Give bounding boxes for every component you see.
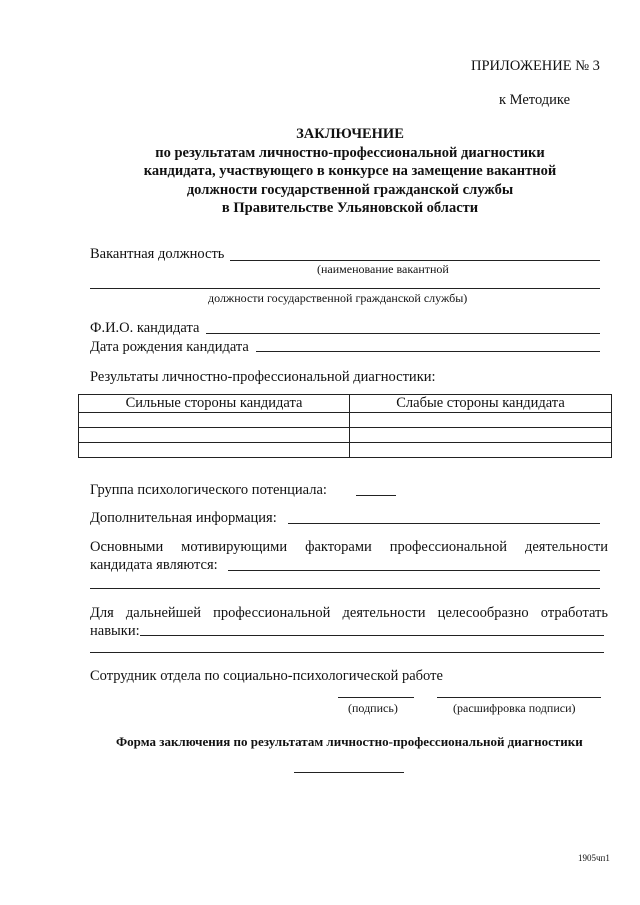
table-row — [79, 413, 612, 428]
column-weak-sides: Слабые стороны кандидата — [350, 395, 612, 413]
table-row — [79, 428, 612, 443]
signature-line[interactable] — [338, 697, 414, 698]
fio-label: Ф.И.О. кандидата — [90, 320, 200, 336]
column-strong-sides: Сильные стороны кандидата — [79, 395, 350, 413]
title-line-1: по результатам личностно-профессиональной диагностики — [155, 144, 545, 161]
title-line-4: в Правительстве Ульяновской области — [221, 200, 479, 216]
vacancy-field-line[interactable] — [230, 260, 600, 261]
appendix-number: ПРИЛОЖЕНИЕ № 3 — [471, 58, 600, 74]
motivation-line-1: Основными мотивирующими факторами профессиональной деятельности — [90, 539, 608, 555]
methodology-reference: к Методике — [499, 92, 571, 108]
motivation-field-line-2[interactable] — [90, 588, 600, 589]
extra-info-field-line[interactable] — [288, 523, 600, 524]
form-caption: Форма заключения по результатам личностно-профессиональной диагностики — [116, 734, 583, 749]
vacancy-hint-2: должности государственной гражданской службы) — [208, 291, 468, 305]
table-cell[interactable] — [350, 443, 612, 458]
skills-field-line[interactable] — [140, 635, 604, 636]
title-line-2: кандидата, участвующего в конкурсе на замещение вакантной — [143, 163, 557, 179]
table-cell[interactable] — [350, 413, 612, 428]
skills-line-2: навыки: — [90, 623, 140, 639]
vacancy-hint-1: (наименование вакантной — [317, 262, 449, 276]
employee-label: Сотрудник отдела по социально-психологической работе — [90, 668, 443, 684]
signature-decode-hint: (расшифровка подписи) — [453, 701, 576, 715]
table-cell[interactable] — [79, 443, 350, 458]
signature-hint: (подпись) — [348, 701, 398, 715]
birth-date-label: Дата рождения кандидата — [90, 339, 249, 355]
vacancy-label: Вакантная должность — [90, 246, 225, 262]
title-heading: ЗАКЛЮЧЕНИЕ — [296, 126, 404, 142]
extra-info-label: Дополнительная информация: — [90, 510, 277, 526]
skills-line-1: Для дальнейшей профессиональной деятельности целесообразно отработать — [90, 605, 608, 621]
title-line-3: должности государственной гражданской службы — [186, 181, 514, 198]
diagnostics-table — [78, 394, 612, 458]
separator-line — [294, 772, 404, 773]
group-field-line[interactable] — [356, 495, 396, 496]
table-row — [79, 443, 612, 458]
fio-field-line[interactable] — [206, 333, 600, 334]
group-label: Группа психологического потенциала: — [90, 482, 327, 498]
table-cell[interactable] — [79, 413, 350, 428]
results-label: Результаты личностно-профессиональной диагностики: — [90, 369, 436, 385]
table-cell[interactable] — [79, 428, 350, 443]
signature-decode-line[interactable] — [437, 697, 601, 698]
motivation-line-2: кандидата являются: — [90, 557, 218, 573]
motivation-field-line[interactable] — [228, 570, 600, 571]
table-cell[interactable] — [350, 428, 612, 443]
skills-field-line-2[interactable] — [90, 652, 604, 653]
document-title — [90, 125, 610, 218]
birth-date-field-line[interactable] — [256, 351, 600, 352]
vacancy-field-line-2[interactable] — [90, 288, 600, 289]
document-code: 1905чп1 — [578, 853, 610, 863]
